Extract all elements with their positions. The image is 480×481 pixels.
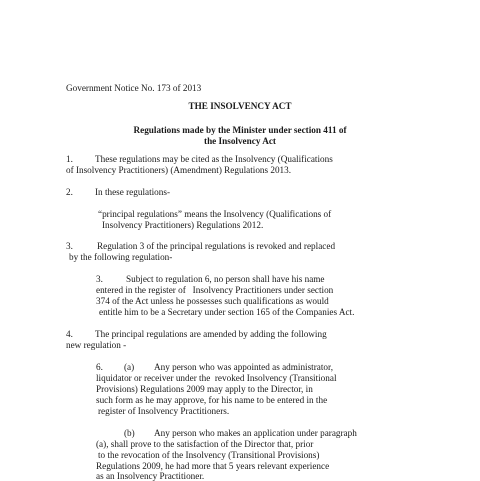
regulation-6-number: 6. xyxy=(96,362,103,372)
item-a-line-3: Provisions) Regulations 2009 may apply to the Director, in xyxy=(96,384,313,394)
item-b-line-5: as an Insolvency Practitioner. xyxy=(96,471,205,481)
notice-number: Government Notice No. 173 of 2013 xyxy=(66,83,202,93)
regulation-3-line-4: entitle him to be a Secretary under section 165 of the Companies Act. xyxy=(99,307,355,317)
paragraph-3-line-2: by the following regulation- xyxy=(69,252,173,262)
paragraph-3-number: 3. xyxy=(66,241,73,251)
item-b-line-4: Regulations 2009, he had more that 5 years relevant experience xyxy=(96,461,330,471)
item-b-line-1: Any person who makes an application under paragraph xyxy=(154,428,357,438)
regulation-3-line-3: 374 of the Act unless he possesses such qualifications as would xyxy=(96,296,329,306)
subtitle-line-1: Regulations made by the Minister under section 411 of xyxy=(133,125,347,135)
item-b-line-2: (a), shall prove to the satisfaction of the Director that, prior xyxy=(96,439,314,449)
paragraph-3-line-1: Regulation 3 of the principal regulations is revoked and replaced xyxy=(97,241,336,251)
paragraph-4-line-2: new regulation - xyxy=(66,340,127,350)
paragraph-4-line-1: The principal regulations are amended by adding the following xyxy=(95,329,327,339)
item-a-line-4: such form as he may approve, for his name to be entered in the xyxy=(96,395,328,405)
document-title: THE INSOLVENCY ACT xyxy=(188,101,292,111)
item-a-line-1: Any person who was appointed as administrator, xyxy=(154,362,334,372)
paragraph-4-number: 4. xyxy=(66,329,73,339)
regulation-3-line-2: entered in the register of Insolvency Practitioners under section xyxy=(96,285,334,295)
regulation-3-number: 3. xyxy=(96,274,103,284)
item-b-line-3: to the revocation of the Insolvency (Transitional Provisions) xyxy=(98,450,320,460)
item-a-label: (a) xyxy=(124,362,135,372)
item-a-line-5: register of Insolvency Practitioners. xyxy=(98,406,230,416)
paragraph-2-number: 2. xyxy=(66,187,73,197)
item-a-line-2: liquidator or receiver under the revoked Insolvency (Transitional xyxy=(96,373,337,383)
paragraph-1-number: 1. xyxy=(66,154,73,164)
definition-line-1: “principal regulations” means the Insolvency (Qualifications of xyxy=(98,209,332,219)
definition-line-2: Insolvency Practitioners) Regulations 2012. xyxy=(102,220,264,230)
paragraph-2-line-1: In these regulations- xyxy=(95,187,171,197)
paragraph-1-line-2: of Insolvency Practitioners) (Amendment) Regulations 2013. xyxy=(66,165,292,175)
item-b-label: (b) xyxy=(124,428,135,438)
regulation-3-line-1: Subject to regulation 6, no person shall have his name xyxy=(126,274,325,284)
paragraph-1-line-1: These regulations may be cited as the Insolvency (Qualifications xyxy=(95,154,333,164)
subtitle-line-2: the Insolvency Act xyxy=(204,136,276,146)
